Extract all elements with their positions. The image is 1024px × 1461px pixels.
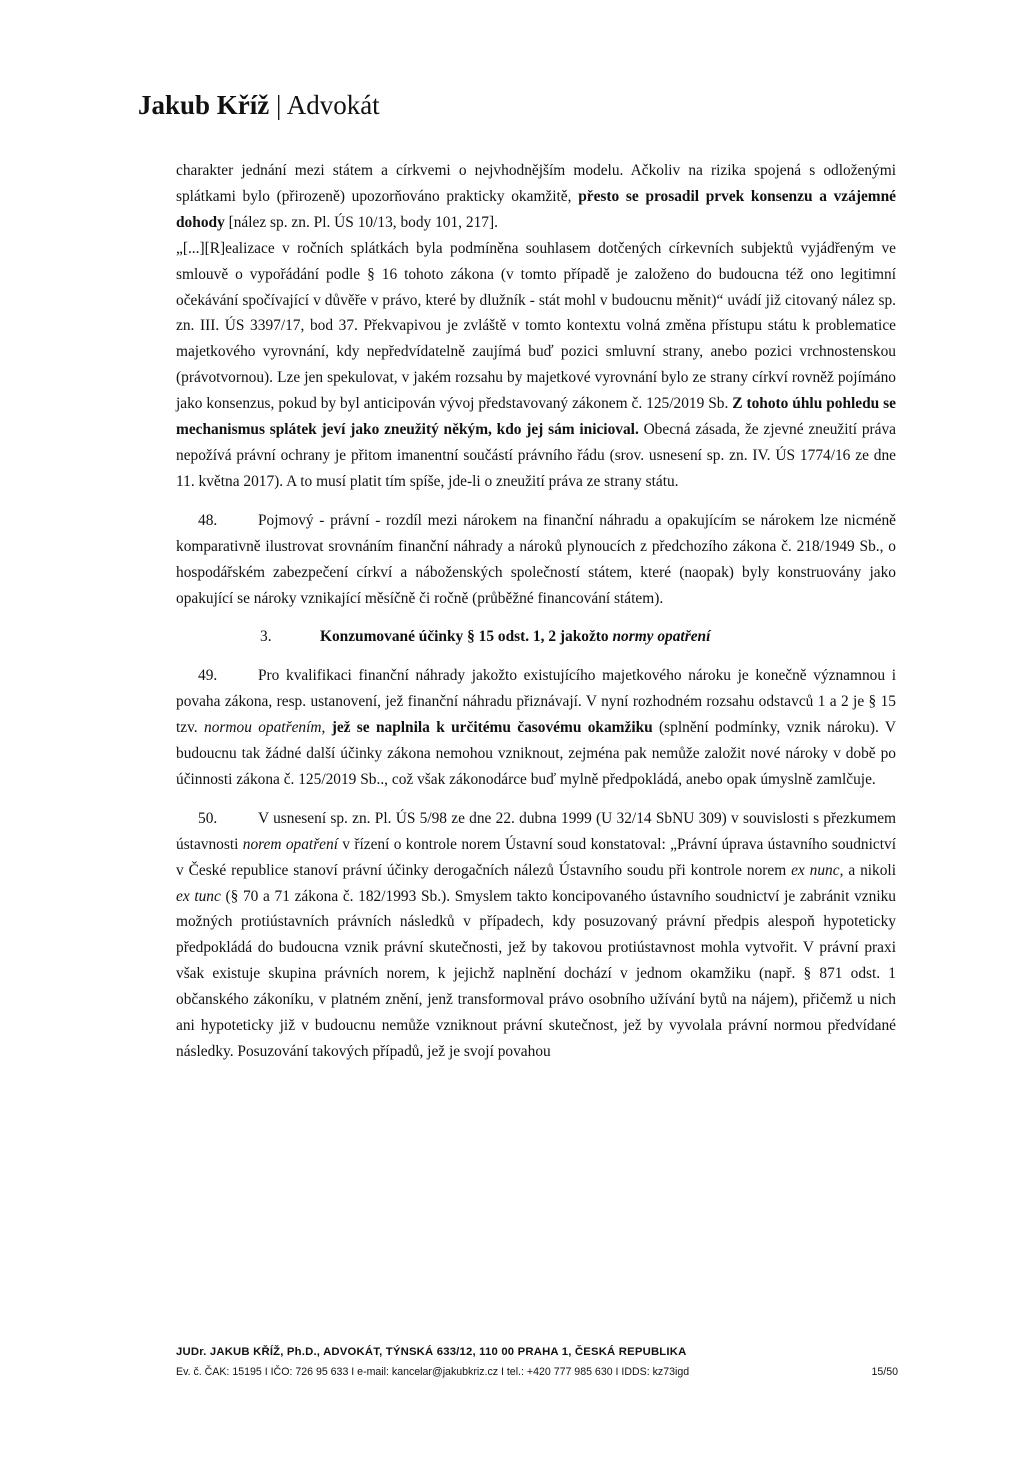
italic-run: normou opatřením [204, 719, 322, 737]
page-number: 15/50 [871, 1366, 898, 1378]
section-heading [176, 624, 896, 650]
footer-contacts-row [176, 1366, 898, 1378]
italic-run: ex nunc [791, 861, 840, 879]
paragraph-48 [176, 508, 896, 612]
heading-text: Konzumované účinky § 15 odst. 1, 2 jakožto [320, 628, 613, 646]
author-title: Advokát [286, 90, 380, 120]
text-run: Obecná zásada, že zjevné zneužití práva nepožívá právní ochrany je přitom imanentní součástí právního řádu (srov. usnesení sp. zn. IV. ÚS 1774/16 ze dne 11. května 2017). A to musí platit tím spíše, jde-li o zneužití práva ze strany státu. [176, 421, 897, 490]
author-name: Jakub Kříž [138, 90, 270, 120]
letterhead-separator: | [276, 90, 282, 120]
footer-address: JUDr. JAKUB KŘÍŽ, Ph.D., ADVOKÁT, TÝNSKÁ 633/12, 110 00 PRAHA 1, ČESKÁ REPUBLIKA [176, 1346, 687, 1358]
page-footer [176, 1346, 898, 1378]
paragraph-49 [176, 663, 896, 793]
text-run: , a nikoli [839, 861, 896, 879]
paragraph-number: 50. [198, 809, 218, 827]
text-run: , [321, 719, 332, 737]
text-run: Pro kvalifikaci finanční náhrady jakožto existujícího majetkového nároku je konečně významnou i povaha zákona, resp. ustanovení, jež finanční náhradu přiznávají. V nyní rozhodném rozsahu odstavců 1 a 2 je § 15 tzv. [176, 667, 896, 737]
text-run: V usnesení sp. zn. Pl. ÚS 5/98 ze dne 22. dubna 1999 (U 32/14 SbNU 309) v souvislosti s přezkumem ústavnosti [176, 809, 896, 853]
paragraph-number: 49. [198, 667, 218, 685]
italic-run: norem opatření [242, 835, 338, 853]
paragraph-continuation [176, 158, 896, 236]
bold-run: Z tohoto úhlu pohledu se mechanismus splátek jeví jako zneužitý někým, kdo jej sám inicioval. [176, 395, 896, 439]
paragraph-50 [176, 806, 896, 1065]
text-run: „[...][R]ealizace v ročních splátkách byla podmíněna souhlasem dotčených církevních subjektů vyjádřeným ve smlouvě o vypořádání podle § 16 tohoto zákona (v tomto případě je založeno do budoucna též ono legitimní očekávání spočívající v důvěře v právo, které by dlužník - stát mohl v budoucnu měnit)“ uvádí již citovaný nález sp. zn. III. ÚS 3397/17, bod 37. Překvapivou je zvláště v tomto kontextu volná změna přístupu státu k problematice majetkového vyrovnání, kdy nepředvídatelně zaujímá buď pozici smluvní strany, anebo pozici vrchnostenskou (právotvornou). Lze jen spekulovat, v jakém rozsahu by majetkové vyrovnání bylo ze strany církví rovněž pojímáno jako konsenzus, pokud by byl anticipován vývoj představovaný zákonem č. 125/2019 Sb. [176, 239, 896, 413]
section-number: 3. [260, 628, 272, 646]
paragraph-number: 48. [198, 511, 218, 529]
text-run: [nález sp. zn. Pl. ÚS 10/13, body 101, 217]. [224, 213, 498, 231]
heading-italic: normy opatření [612, 628, 711, 646]
text-run: (§ 70 a 71 zákona č. 182/1993 Sb.). Smyslem takto koncipovaného ústavního soudnictví je zabránit vzniku možných protiústavních právních následků v případech, kdy posuzovaný právní předpis alespoň hypoteticky předpokládá do budoucna vznik právní skutečnosti, jež by takovou protiústavnost mohla vytvořit. V právní praxi však existuje skupina právních norem, k jejichž naplnění dochází v jednom okamžiku (např. § 871 odst. 1 občanského zákoníku, v platném znění, jenž transformoval právo osobního užívání bytů na nájem), přičemž u nich ani hypoteticky již v budoucnu nemůže vzniknout právní skutečnost, jež by vyvolala právní normou předvídané následky. Posuzování takových případů, jež je svojí povahou [176, 887, 896, 1060]
text-run: v řízení o kontrole norem Ústavní soud konstatoval: „Právní úprava ústavního soudnictví v České republice stanoví právní účinky derogačních nálezů Ústavního soudu při kontrole norem [176, 835, 896, 879]
text-run: Pojmový - právní - rozdíl mezi nárokem na finanční náhradu a opakujícím se nárokem lze nicméně komparativně ilustrovat srovnáním finanční náhrady a nároků plynoucích z předchozího zákona č. 218/1949 Sb., o hospodářském zabezpečení církví a náboženských společností státem, které (naopak) byly konstruovány jako opakující se nároky vznikající měsíčně či ročně (průběžné financování státem). [176, 511, 896, 607]
letterhead [138, 90, 380, 121]
document-body [176, 158, 896, 1065]
footer-contacts: Ev. č. ČAK: 15195 I IČO: 726 95 633 I e-mail: kancelar@jakubkriz.cz I tel.: +420 777 985 630 I IDDS: kz73igd [176, 1366, 690, 1378]
paragraph-quote [176, 236, 896, 495]
text-run: (splnění podmínky, vznik nároku). V budoucnu tak žádné další účinky zákona nemohou vzniknout, zejména pak nemůže založit nové nároky v době po účinnosti zákona č. 125/2019 Sb.., což však zákonodárce buď mylně předpokládá, anebo opak úmyslně zamlčuje. [176, 719, 896, 788]
bold-run: jež se naplnila k určitému časovému okamžiku [331, 719, 653, 737]
italic-run: ex tunc [176, 887, 221, 905]
bold-run: přesto se prosadil prvek konsenzu a vzájemné dohody [176, 187, 896, 231]
text-run: charakter jednání mezi státem a církvemi o nejvhodnějším modelu. Ačkoliv na rizika spojená s odloženými splátkami bylo (přirozeně) upozorňováno prakticky okamžitě, [176, 162, 896, 205]
